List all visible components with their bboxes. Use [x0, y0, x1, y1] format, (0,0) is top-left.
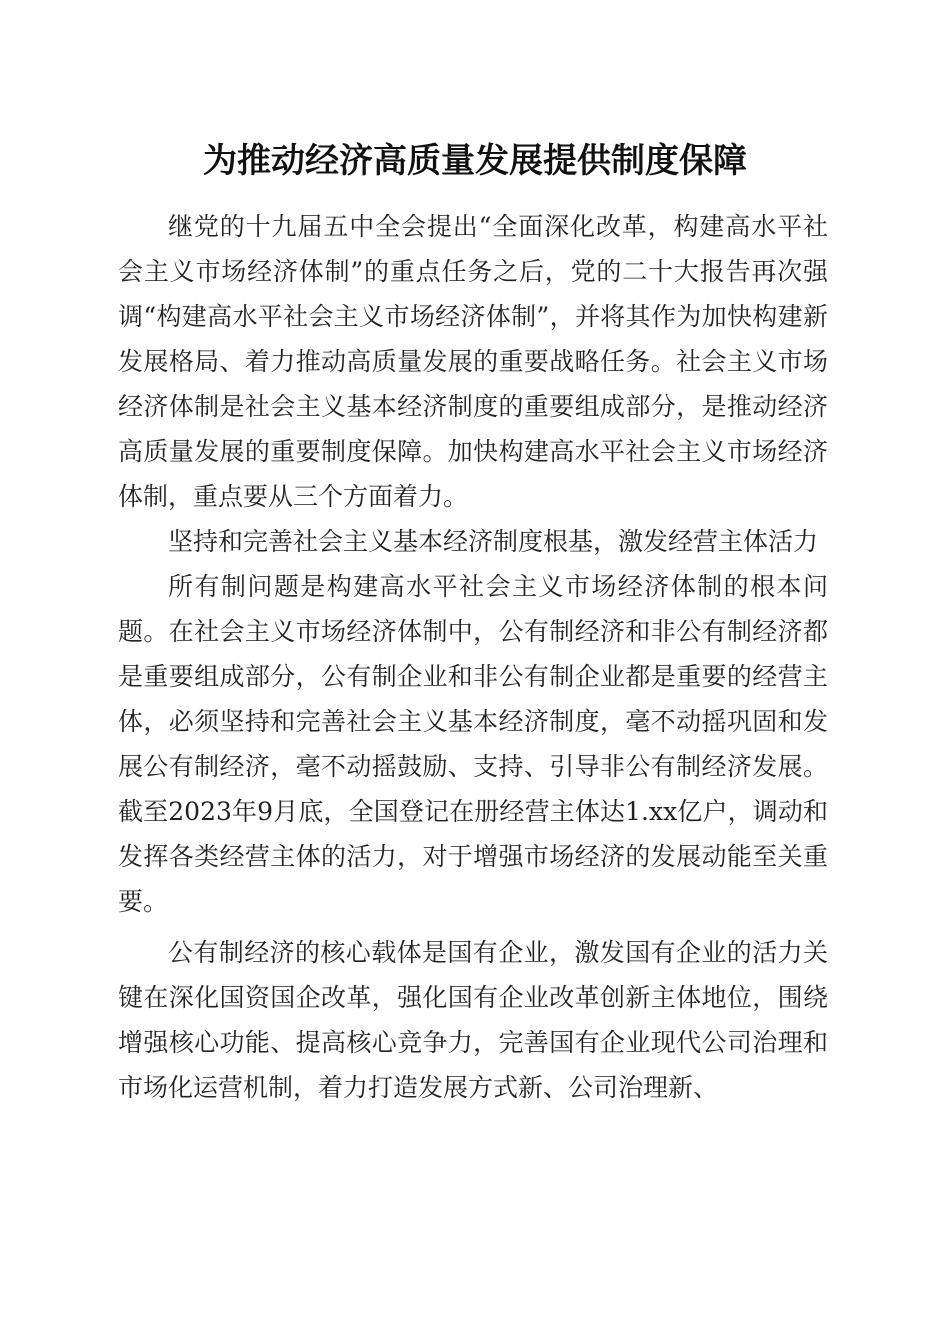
paragraph: 公有制经济的核心载体是国有企业，激发国有企业的活力关键在深化国资国企改革，强化国有企业改革创新主体地位，围绕增强核心功能、提高核心竞争力，完善国有企业现代公司治理和市场化运营机制，着力打造发展方式新、公司治理新、 — [118, 938, 828, 1102]
section-heading: 坚持和完善社会主义基本经济制度根基，激发经营主体活力 — [168, 527, 819, 556]
document-body — [118, 204, 828, 1110]
paragraph: 继党的十九届五中全会提出“全面深化改革，构建高水平社会主义市场经济体制”的重点任务之后，党的二十大报告再次强调“构建高水平社会主义市场经济体制”，并将其作为加快构建新发展格局、着力推动高质量发展的重要战略任务。社会主义市场经济体制是社会主义基本经济制度的重要组成部分，是推动经济高质量发展的重要制度保障。加快构建高水平社会主义市场经济体制，重点要从三个方面着力。 — [118, 212, 828, 511]
document-title: 为推动经济高质量发展提供制度保障 — [203, 141, 747, 181]
paragraph: 所有制问题是构建高水平社会主义市场经济体制的根本问题。在社会主义市场经济体制中，公有制经济和非公有制经济都是重要组成部分，公有制企业和非公有制企业都是重要的经营主体，必须坚持和完善社会主义基本经济制度，毫不动摇巩固和发展公有制经济，毫不动摇鼓励、支持、引导非公有制经济发展。截至2023年9月底，全国登记在册经营主体达1.xx亿户，调动和发挥各类经营主体的活力，对于增强市场经济的发展动能至关重要。 — [118, 572, 828, 916]
